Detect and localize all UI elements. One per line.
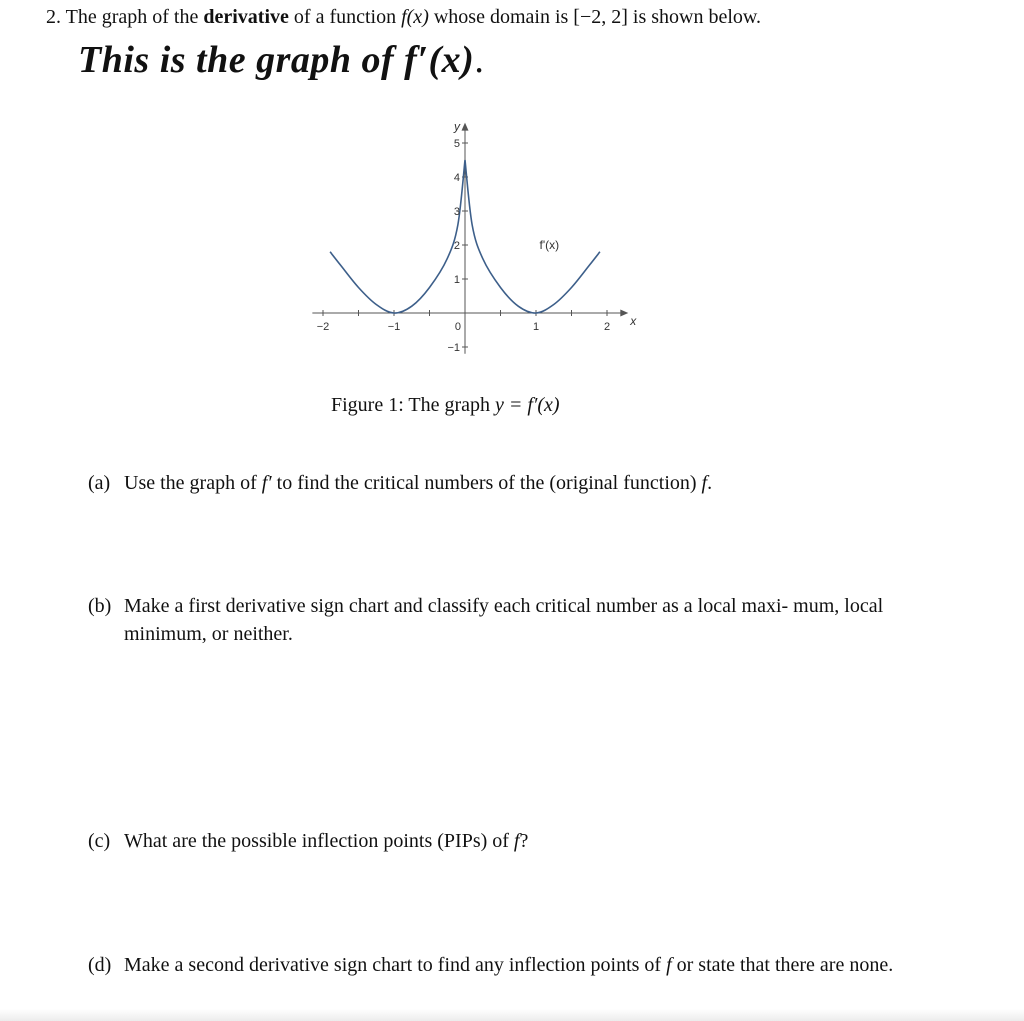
caption-expression: y = f′(x) [495,394,560,416]
problem-number: 2. [46,6,61,28]
x-tick-label-2: 2 [603,321,611,333]
part-d-text [124,951,934,979]
part-a-text-before: Use the graph of [124,472,257,494]
page-bottom-shade [0,1009,1024,1021]
part-c-text [124,827,934,855]
handnote-function: f′(x) [404,39,475,81]
part-b-label: (b) [88,595,112,617]
x-tick-label-neg1: −1 [387,321,401,333]
problem-function: f(x) [401,6,429,28]
part-d-text-after: or state that there are none. [676,954,894,976]
part-a-symbol: f′ [261,472,272,494]
y-axis-label: y [454,119,460,134]
part-a [88,469,934,497]
problem-text-domain: whose domain is [433,6,569,28]
problem-statement [46,6,761,29]
problem-domain: [−2, 2] [573,6,628,28]
y-tick-label-5: 5 [453,138,460,150]
part-d-text-before: Make a second derivative sign chart to find any inflection points of [124,954,662,976]
part-b-text: Make a first derivative sign chart and classify each critical number as a local maxi- mum, local minimum, or neither. [124,595,884,645]
caption-prefix: Figure 1: The graph [331,394,496,416]
figure-caption [331,394,560,417]
curve-label: f'(x) [539,238,560,252]
handnote-prefix: This is the graph of [78,39,405,81]
derivative-graph [300,105,650,365]
part-c [88,827,934,855]
part-a-label: (a) [88,472,111,494]
part-a-text [124,469,934,497]
handwritten-note [78,38,484,82]
x-tick-label-0: 0 [454,321,461,333]
x-tick-label-neg2: −2 [316,321,330,333]
handnote-suffix: . [474,39,485,81]
y-tick-label-neg1: −1 [447,342,460,354]
x-tick-label-1: 1 [532,321,540,333]
problem-text-middle: of a function [293,6,397,28]
part-a-text-middle: to find the critical numbers of the (original function) [276,472,697,494]
part-c-label: (c) [88,830,111,852]
x-axis-arrow [620,310,628,317]
part-a-symbol-f: f [701,472,708,494]
part-d [88,951,934,979]
y-tick-label-2: 2 [453,240,460,252]
part-d-label: (d) [88,954,112,976]
y-axis-arrow [462,123,469,131]
part-c-text-after: ? [519,830,529,852]
problem-text-before: The graph of the [65,6,199,28]
part-a-text-after: . [707,472,713,494]
y-tick-label-4: 4 [453,172,460,184]
y-tick-label-3: 3 [453,206,460,218]
problem-bold-word: derivative [203,6,289,28]
x-axis-label: x [630,314,637,328]
part-c-symbol: f [513,830,520,852]
part-b [88,592,934,648]
part-c-text-before: What are the possible inflection points (PIPs) of [124,830,509,852]
problem-text-after: is shown below. [632,6,762,28]
part-d-symbol: f [666,954,672,976]
y-tick-label-1: 1 [453,274,460,286]
